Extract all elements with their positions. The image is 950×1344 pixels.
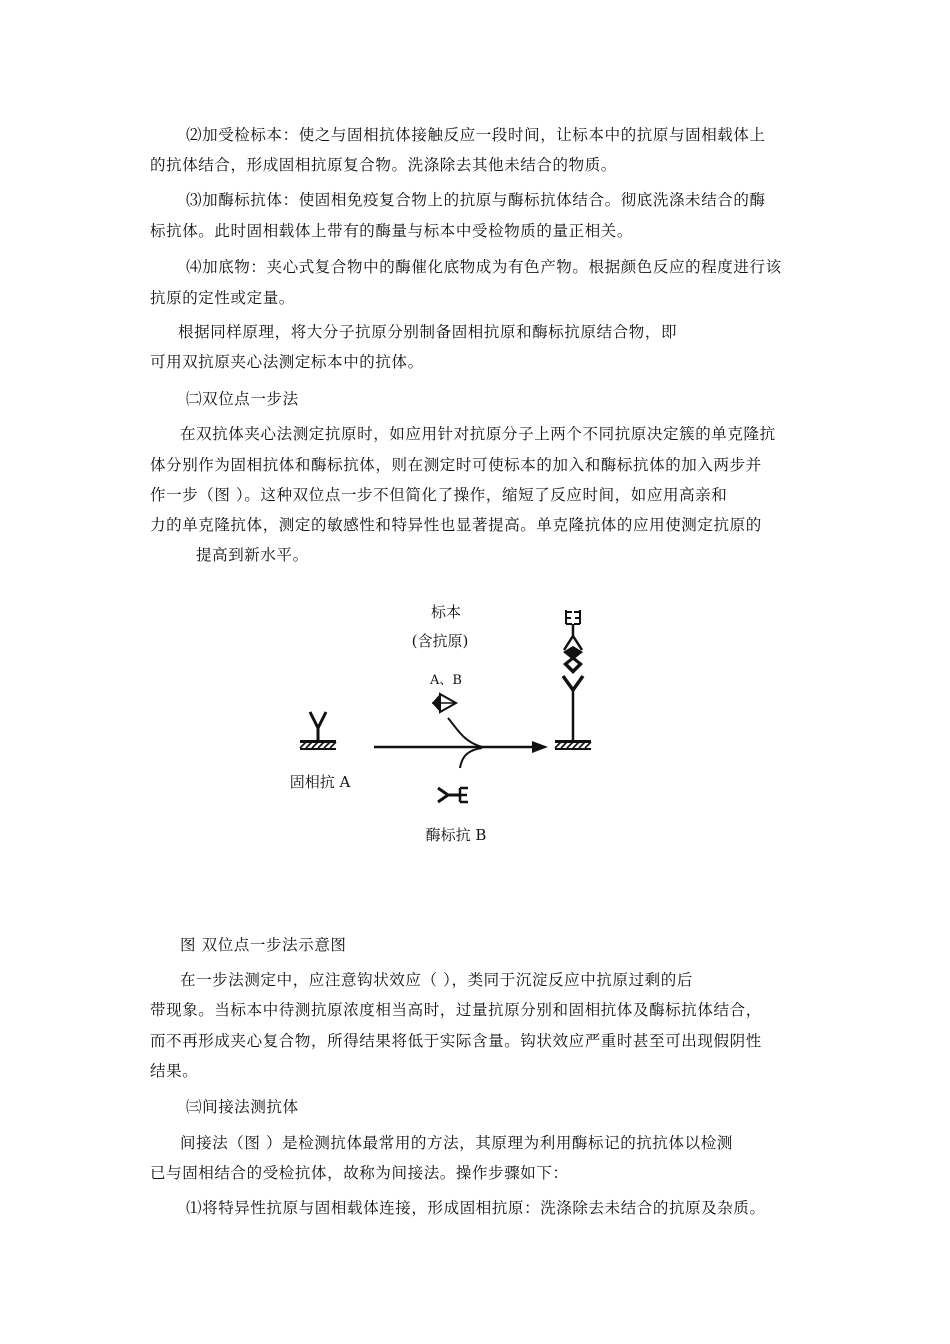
text-line: 结果。	[150, 1062, 199, 1080]
text-line: 已与固相结合的受检抗体，故称为间接法。操作步骤如下：	[150, 1164, 569, 1182]
text-line: 带现象。当标本中待测抗原浓度相当高时，过量抗原分别和固相抗体及酶标抗体结合，	[150, 1001, 762, 1019]
text-line: 作一步（图 ）。这种双位点一步不但简化了操作，缩短了反应时间，如应用高亲和	[150, 486, 728, 504]
section-heading: ㈢间接法测抗体	[186, 1098, 299, 1116]
enzyme-labeled-antibody-icon	[438, 788, 468, 802]
section-heading: ㈡双位点一步法	[186, 390, 299, 408]
specimen-sub-label: (含抗原)	[411, 632, 469, 650]
two-site-one-step-diagram	[270, 590, 630, 860]
text-line: 可用双抗原夹心法测定标本中的抗体。	[150, 353, 424, 371]
text-line: ⑴将特异性抗原与固相载体连接，形成固相抗原：洗涤除去未结合的抗原及杂质。	[186, 1199, 766, 1217]
text-line: 体分别作为固相抗体和酶标抗体，则在测定时可使标本的加入和酶标抗体的加入两步并	[150, 456, 762, 474]
enzyme-antibody-path-line	[460, 748, 482, 768]
text-line: 间接法（图 ）是检测抗体最常用的方法，其原理为利用酶标记的抗抗体以检测	[180, 1134, 733, 1152]
text-line: 提高到新水平。	[196, 546, 309, 564]
sandwich-complex-icon	[555, 610, 591, 750]
text-line: 在一步法测定中，应注意钩状效应（ ），类同于沉淀反应中抗原过剩的后	[180, 971, 693, 989]
antigen-ab-label: A、B	[430, 673, 462, 688]
solid-phase-antibody-label: 固相抗 A	[289, 773, 351, 791]
text-line: 在双抗体夹心法测定抗原时，如应用针对抗原分子上两个不同抗原决定簇的单克隆抗	[180, 425, 776, 443]
solid-phase-antibody-icon	[300, 712, 336, 750]
text-line: ⑷加底物：夹心式复合物中的酶催化底物成为有色产物。根据颜色反应的程度进行该	[186, 258, 782, 276]
text-line: 的抗体结合，形成固相抗原复合物。洗涤除去其他未结合的物质。	[150, 156, 617, 174]
enzyme-antibody-label: 酶标抗 B	[425, 826, 487, 844]
reaction-arrow	[374, 741, 548, 753]
text-line: 标抗体。此时固相载体上带有的酶量与标本中受检物质的量正相关。	[150, 222, 634, 240]
text-line: 力的单克隆抗体，测定的敏感性和特异性也显著提高。单克隆抗体的应用使测定抗原的	[150, 516, 762, 534]
text-line: 抗原的定性或定量。	[150, 289, 295, 307]
text-line: 而不再形成夹心复合物，所得结果将低于实际含量。钩状效应严重时甚至可出现假阴性	[150, 1032, 762, 1050]
antigen-icon	[432, 694, 456, 712]
text-line: ⑵加受检标本：使之与固相抗体接触反应一段时间，让标本中的抗原与固相载体上	[186, 126, 766, 144]
antigen-path-line	[448, 718, 482, 747]
text-line: 根据同样原理，将大分子抗原分别制备固相抗原和酶标抗原结合物，即	[178, 323, 678, 341]
specimen-label: 标本	[430, 603, 462, 621]
figure-caption: 图 双位点一步法示意图	[180, 936, 347, 954]
text-line: ⑶加酶标抗体：使固相免疫复合物上的抗原与酶标抗体结合。彻底洗涤未结合的酶	[186, 191, 766, 209]
